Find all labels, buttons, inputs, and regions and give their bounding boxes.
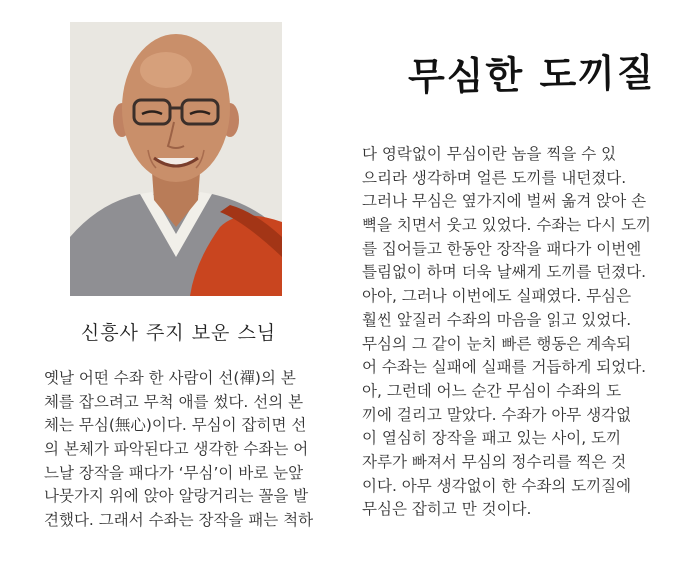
article-body-left-column (44, 367, 344, 533)
text-line: 그러나 무심은 옆가지에 벌써 옮겨 앉아 손 (362, 192, 647, 211)
article-title: 무심한 도끼질 (407, 50, 656, 100)
text-line: 느날 장작을 패다가 ‘무심’이 바로 눈앞 (44, 463, 304, 482)
text-line: 를 집어들고 한동안 장작을 패다가 이번엔 (362, 239, 642, 258)
text-line: 견했다. 그래서 수좌는 장작을 패는 척하 (44, 511, 314, 530)
portrait-photo (70, 22, 282, 296)
text-line: 어 수좌는 실패에 실패를 거듭하게 되었다. (362, 358, 647, 377)
text-line: 아아, 그러나 이번에도 실패였다. 무심은 (362, 287, 632, 306)
text-line: 무심은 잡히고 만 것이다. (362, 500, 532, 519)
portrait-caption: 신흥사 주지 보운 스님 (80, 322, 277, 344)
text-line: 이다. 아무 생각없이 한 수좌의 도끼질에 (362, 476, 632, 495)
text-line: 끼에 걸리고 말았다. 수좌가 아무 생각없 (362, 405, 632, 424)
text-line: 체는 무심(無心)이다. 무심이 잡히면 선 (44, 416, 307, 435)
text-line: 뼉을 치면서 웃고 있었다. 수좌는 다시 도끼 (362, 216, 652, 235)
text-line: 무심의 그 같이 눈치 빠른 행동은 계속되 (362, 334, 632, 353)
text-line: 이 열심히 장작을 패고 있는 사이, 도끼 (362, 429, 622, 448)
text-line: 다 영락없이 무심이란 놈을 찍을 수 있 (362, 145, 617, 163)
text-line: 나뭇가지 위에 앉아 알랑거리는 꼴을 발 (44, 487, 309, 506)
text-line: 체를 잡으려고 무척 애를 썼다. 선의 본 (44, 392, 304, 411)
text-line: 으리라 생각하며 얼른 도끼를 내던졌다. (362, 168, 627, 187)
text-line: 틀림없이 하며 더욱 날쌔게 도끼를 던졌다. (362, 263, 647, 282)
text-line: 훨씬 앞질러 수좌의 마음을 읽고 있었다. (362, 310, 632, 329)
portrait-illustration (70, 22, 282, 296)
text-line: 옛날 어떤 수좌 한 사람이 선(禪)의 본 (44, 369, 296, 387)
article-body-right-column (362, 143, 672, 522)
text-line: 자루가 빠져서 무심의 정수리를 찍은 것 (362, 452, 627, 471)
text-line: 의 본체가 파악된다고 생각한 수좌는 어 (44, 440, 309, 459)
text-line: 아, 그런데 어느 순간 무심이 수좌의 도 (362, 381, 622, 400)
